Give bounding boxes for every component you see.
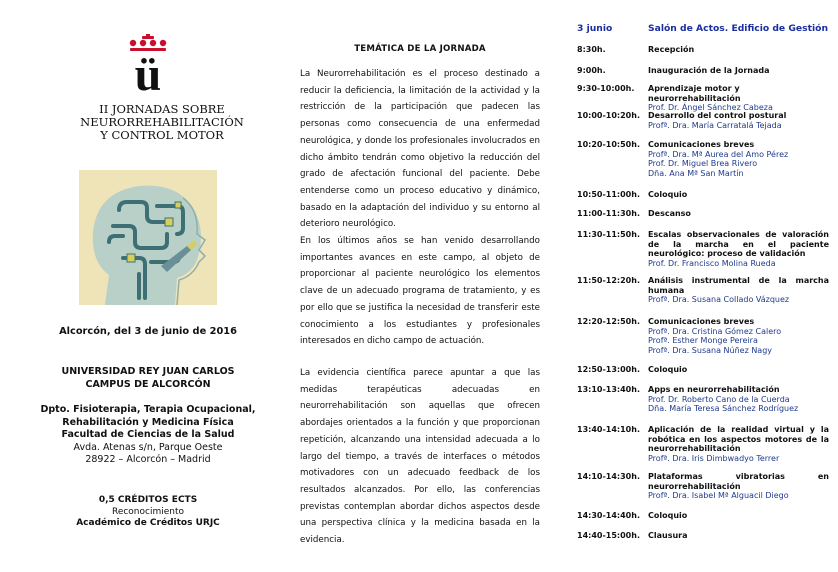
speaker-name: Profª. Dra. Mª Aurea del Amo Pérez	[648, 149, 789, 159]
speaker-name: Dña. Ana Mª San Martín	[648, 168, 744, 178]
schedule-activity	[648, 317, 829, 355]
schedule-venue: Salón de Actos. Edificio de Gestión	[648, 23, 828, 34]
schedule-activity	[648, 84, 829, 113]
activity-title: Escalas observacionales de valoración de la marcha en el paciente neurológico: proceso de validación	[648, 230, 829, 259]
university-logo	[124, 34, 172, 92]
speaker-name: Profª. Dra. Iris Dimbwadyo Terrer	[648, 453, 780, 463]
speaker-name: Prof. Dr. Miguel Brea Rivero	[648, 159, 758, 169]
activity-title: Plataformas vibratorias en neurorrehabilitación	[648, 472, 829, 491]
schedule-time: 12:50-13:00h.	[577, 365, 640, 374]
schedule-activity	[648, 209, 829, 219]
event-title	[62, 103, 262, 142]
activity-title: Coloquio	[648, 365, 688, 374]
schedule-time: 11:00-11:30h.	[577, 209, 640, 218]
schedule-activity	[648, 230, 829, 268]
schedule-time: 11:30-11:50h.	[577, 230, 640, 239]
topic-heading: TEMÁTICA DE LA JORNADA	[354, 44, 486, 54]
speaker-name: Profª. Dra. Susana Núñez Nagy	[648, 345, 773, 355]
schedule-activity	[648, 66, 829, 76]
schedule-activity	[648, 531, 829, 541]
schedule-time: 9:30-10:00h.	[577, 84, 635, 93]
activity-title: Recepción	[648, 45, 695, 54]
speaker-name: Profª. Dra. María Carratalá Tejada	[648, 120, 782, 130]
university-name: UNIVERSIDAD REY JUAN CARLOS CAMPUS DE ALCORCÓN	[61, 366, 235, 390]
schedule-time: 14:30-14:40h.	[577, 511, 640, 520]
speaker-name: Prof. Dr. Roberto Cano de la Cuerda	[648, 394, 790, 404]
department-block: Dpto. Fisioterapia, Terapia Ocupacional, Rehabilitación y Medicina Física Facultad de Ciencias de la Salud Avda. Atenas s/n, Parque Oeste 28922 – Alcorcón – Madrid	[0, 404, 296, 467]
speaker-name: Profª. Dra. Cristina Gómez Calero	[648, 326, 782, 336]
schedule-activity	[648, 276, 829, 305]
activity-title: Clausura	[648, 531, 688, 540]
schedule-activity	[648, 385, 829, 414]
schedule-time: 13:40-14:10h.	[577, 425, 640, 434]
schedule-time: 10:20-10:50h.	[577, 140, 640, 149]
schedule-time: 14:10-14:30h.	[577, 472, 640, 481]
credits-block: 0,5 CRÉDITOS ECTS Reconocimiento Académico de Créditos URJC	[76, 495, 220, 528]
address-line: 28922 – Alcorcón – Madrid	[85, 454, 211, 465]
activity-title: Desarrollo del control postural	[648, 111, 787, 120]
speaker-name: Prof. Dr. Ángel Sánchez Cabeza	[648, 103, 773, 113]
schedule-time: 12:20-12:50h.	[577, 317, 640, 326]
title-line: Y CONTROL MOTOR	[100, 128, 224, 142]
title-line: NEURORREHABILITACIÓN	[80, 115, 244, 129]
address-line: Avda. Atenas s/n, Parque Oeste	[73, 441, 223, 453]
activity-title: Descanso	[648, 209, 691, 218]
activity-title: Comunicaciones breves	[648, 140, 755, 149]
speaker-name: Dña. María Teresa Sánchez Rodríguez	[648, 404, 799, 414]
schedule-activity	[648, 511, 829, 521]
topic-paragraph: En los últimos años se han venido desarrollando importantes avances en este campo, al objeto de proporcionar al paciente neurológico los elementos clave de un adecuado programa de tratamiento, y es por ello que se justifica la necesidad de transferir este conocimiento a los estudiantes y profesionales interesados en dicho campo de actuación.	[300, 236, 540, 347]
schedule-time: 9:00h.	[577, 66, 606, 75]
schedule-activity	[648, 45, 829, 55]
activity-title: Análisis instrumental de la marcha humana	[648, 276, 829, 295]
schedule-activity	[648, 472, 829, 501]
schedule-time: 10:50-11:00h.	[577, 190, 640, 199]
topic-panel	[300, 0, 540, 572]
schedule-activity	[648, 190, 829, 200]
schedule-activity	[648, 140, 829, 178]
topic-paragraph: La evidencia científica parece apuntar a que las medidas terapéuticas adecuadas en neurorrehabilitación son aquellas que ofrecen abordajes orientados a la función y que proporcionan repetición, alcanzando una intensidad adecuada a lo largo del tiempo, a través de interfaces o métodos motivadores con un adecuado feedback de los resultados alcanzados. Por ello, las conferencias previstas contemplan abordar dichos aspectos desde una perspectiva clínica y la medicina basada en la evidencia.	[300, 368, 540, 546]
speaker-name: Profª. Dra. Susana Collado Vázquez	[648, 295, 790, 305]
schedule-time: 11:50-12:20h.	[577, 276, 640, 285]
speaker-name: Profª. Dra. Isabel Mª Alguacil Diego	[648, 491, 789, 501]
brain-illustration	[79, 170, 217, 305]
schedule-time: 10:00-10:20h.	[577, 111, 640, 120]
svg-text:ü: ü	[134, 48, 162, 92]
schedule-time: 13:10-13:40h.	[577, 385, 640, 394]
cover-panel	[0, 0, 290, 572]
speaker-name: Profª. Esther Monge Pereira	[648, 336, 758, 346]
activity-title: Apps en neurorrehabilitación	[648, 385, 780, 394]
activity-title: Aplicación de la realidad virtual y la robótica en los aspectos motores de la neurorrehabilitación	[648, 425, 829, 454]
schedule-panel	[577, 0, 829, 572]
schedule-date: 3 junio	[577, 23, 613, 34]
activity-title: Coloquio	[648, 190, 688, 199]
topic-paragraph: La Neurorrehabilitación es el proceso destinado a reducir la deficiencia, la limitación de la actividad y la restricción de la participación que padecen las personas como consecuencia de una enfermedad neurológica, y donde los profesionales involucrados en dicho ámbito tendrán como objetivo la reducción del grado de afectación funcional del paciente. Debe entenderse como un proceso educativo y dinámico, basado en la adaptación del individuo y su entorno al deterioro neurológico.	[300, 69, 540, 230]
speaker-name: Prof. Dr. Francisco Molina Rueda	[648, 258, 776, 268]
date-place: Alcorcón, del 3 de junio de 2016	[59, 326, 237, 337]
activity-title: Inauguración de la Jornada	[648, 66, 770, 75]
schedule-activity	[648, 111, 829, 130]
activity-title: Aprendizaje motor y neurorrehabilitación	[648, 84, 741, 103]
schedule-time: 8:30h.	[577, 45, 606, 54]
activity-title: Comunicaciones breves	[648, 317, 755, 326]
title-line: II JORNADAS SOBRE	[99, 102, 225, 116]
schedule-activity	[648, 425, 829, 463]
schedule-time: 14:40-15:00h.	[577, 531, 640, 540]
activity-title: Coloquio	[648, 511, 688, 520]
schedule-activity	[648, 365, 829, 375]
